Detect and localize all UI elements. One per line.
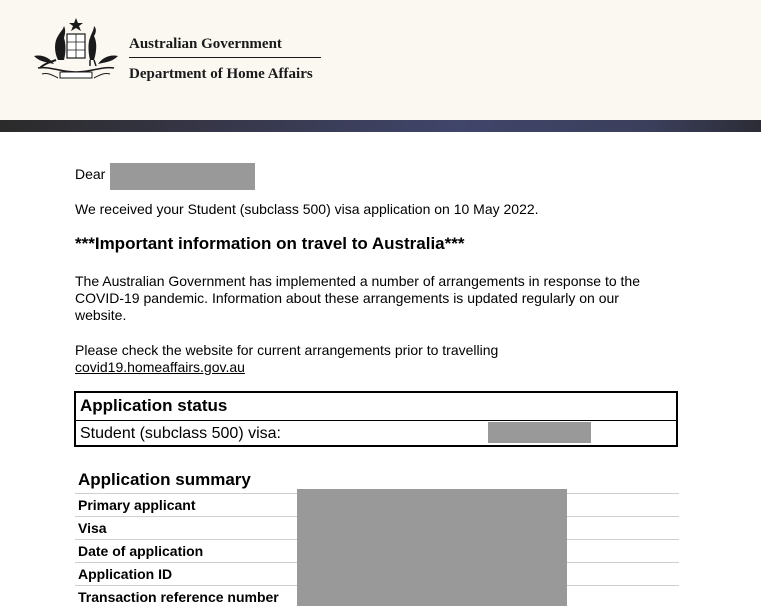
department-name: Department of Home Affairs [129,66,313,82]
redacted-summary-values [297,489,567,606]
important-heading: ***Important information on travel to Australia*** [75,234,465,253]
header-band [0,120,761,132]
status-title: Application status [80,396,228,415]
redacted-status [488,422,591,443]
status-divider [76,420,676,421]
salutation: Dear [75,166,106,182]
row-label: Date of application [78,543,204,559]
letterhead [0,0,761,120]
covid-website-link[interactable]: covid19.homeaffairs.gov.au [75,359,245,375]
org-name: Australian Government [129,36,282,52]
status-visa-label: Student (subclass 500) visa: [80,425,281,442]
row-label: Transaction reference number [78,589,279,605]
row-label: Primary applicant [78,497,196,513]
row-label: Visa [78,520,107,536]
paragraph-line: COVID-19 pandemic. Information about these arrangements is updated regularly on our [75,290,619,306]
summary-title: Application summary [78,470,251,489]
paragraph-line: The Australian Government has implemented a number of arrangements in response to the [75,273,640,289]
paragraph-line: Please check the website for current arrangements prior to travelling [75,342,499,358]
row-label: Application ID [78,566,173,582]
coat-of-arms-icon [30,16,122,82]
paragraph-line: website. [75,307,127,323]
header-divider [129,57,321,58]
received-text: We received your Student (subclass 500) visa application on 10 May 2022. [75,201,539,217]
redacted-name [110,163,255,190]
